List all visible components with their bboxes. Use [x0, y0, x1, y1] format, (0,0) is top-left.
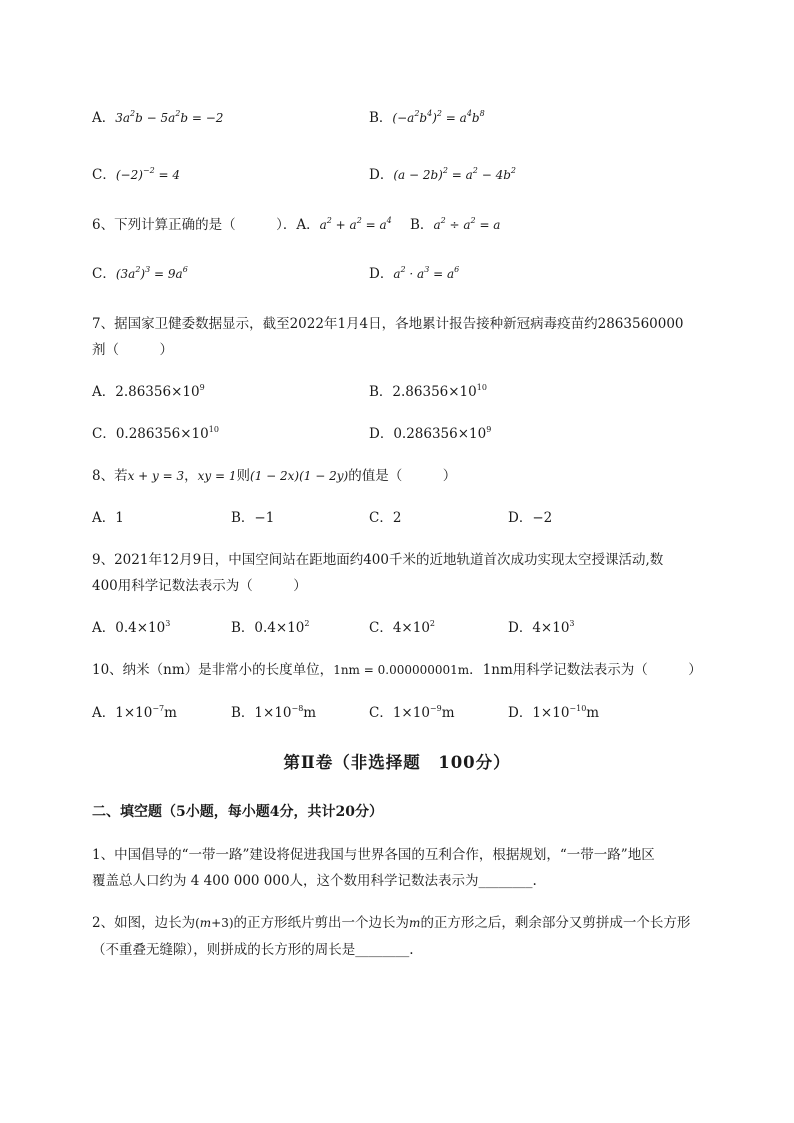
fill2-line2: （不重叠无缝隙），则拼成的长方形的周长是________. [92, 942, 414, 958]
q6-option-d [369, 264, 459, 284]
q10-stem [92, 660, 702, 680]
q10-option-b [231, 703, 316, 723]
math-expression: $3a^2b - 5a^2b = -2$ [115, 109, 224, 125]
option-label: B． [410, 217, 434, 233]
option-text: A．2.86356×10 [92, 384, 200, 400]
q9-option-c [369, 618, 435, 638]
q7-stem-line1: 7、据国家卫健委数据显示，截至2022年1月4日，各地累计报告接种新冠病毒疫苗约2863560000 [92, 316, 684, 332]
exponent: −7 [152, 704, 165, 713]
q8-stem [92, 466, 456, 486]
option-text: D．4×10 [508, 620, 570, 636]
q6-stem [92, 215, 500, 235]
math-expression: $a^2 \cdot a^3 = a^6$ [393, 265, 460, 281]
exponent: 2 [429, 619, 436, 628]
math-expression: $a^2 + a^2 = a^4$ [319, 216, 392, 232]
exponent: −9 [429, 704, 442, 713]
exponent: −8 [291, 704, 304, 713]
exponent: 2 [304, 619, 310, 628]
exponent: 3 [165, 619, 171, 628]
unit: m [303, 705, 317, 721]
q7-option-d [369, 424, 491, 444]
q8-option-a: A．1 [92, 510, 124, 526]
math-expression: $(-a^2b^4)^2 = a^4b^8$ [392, 109, 485, 125]
q9-option-d [508, 618, 575, 638]
q7-option-c [92, 426, 219, 442]
fill1-line2: 覆盖总人口约为 4 400 000 000人，这个数用科学记数法表示为________. [92, 873, 537, 889]
math-expression: (m+3) [195, 916, 234, 930]
q7-option-a [92, 384, 205, 400]
q8-option-b: B．−1 [231, 510, 275, 526]
q5-option-a [92, 108, 485, 128]
q5-option-d [369, 165, 516, 185]
option-text: C．1×10 [369, 705, 430, 721]
option-label: B． [369, 110, 393, 126]
option-text: B．0.4×10 [231, 620, 305, 636]
math-expression: x + y = 3 [127, 469, 185, 483]
question-text: 8、若 [92, 468, 128, 484]
exponent: 10 [476, 383, 487, 392]
question-text: 的正方形纸片剪出一个边长为 [233, 915, 410, 931]
question-text: 的值是（ ） [348, 468, 457, 484]
q10-option-d [508, 703, 599, 723]
q9-stem-line1: 9、2021年12月9日，中国空间站在距地面约400千米的近地轨道首次成功实现太空授课活动,数 [92, 552, 664, 568]
q9-stem-line2: 400用科学记数法表示为（ ） [92, 578, 307, 594]
math-expression: (1 − 2x)(1 − 2y) [250, 469, 349, 483]
option-text: B．2.86356×10 [369, 384, 477, 400]
exponent: 9 [199, 383, 205, 392]
question-text: ．1nm用科学记数法表示为（ ） [469, 662, 702, 678]
question-text: 的正方形之后，剩余部分又剪拼成一个长方形 [420, 915, 691, 931]
question-text: 则 [236, 468, 251, 484]
fill1-line1: 1、中国倡导的“一带一路”建设将促进我国与世界各国的互利合作，根据规划，“一带一路”地区 [92, 847, 655, 863]
option-text: A．0.4×10 [92, 620, 166, 636]
option-text: C．0.286356×10 [92, 426, 209, 442]
option-label: C． [92, 266, 116, 282]
q8-option-d: D．−2 [508, 510, 553, 526]
question-text: 10、纳米（nm）是非常小的长度单位， [92, 662, 334, 678]
option-text: A．1×10 [92, 705, 153, 721]
math-expression: m [409, 916, 421, 930]
exponent: 10 [208, 425, 219, 434]
unit: m [586, 705, 600, 721]
option-text: C．4×10 [369, 620, 430, 636]
math-expression: xy = 1 [197, 469, 237, 483]
question-text: ， [184, 468, 198, 484]
option-label: D． [369, 266, 394, 282]
q10-option-c [369, 703, 455, 723]
q8-option-c: C．2 [369, 510, 402, 526]
option-label: D． [369, 167, 394, 183]
q6-options [92, 264, 460, 284]
part2-title: 第Ⅱ卷（非选择题 100分） [283, 753, 511, 772]
question-text: 6、下列计算正确的是（ ）．A． [92, 217, 320, 233]
math-expression: $(a - 2b)^2 = a^2 - 4b^2$ [393, 166, 516, 182]
exponent: 9 [486, 425, 492, 434]
option-text: D．1×10 [508, 705, 570, 721]
unit: m [164, 705, 177, 721]
question-text: 2、如图，边长为 [92, 915, 196, 931]
math-expression: $a^2 \div a^2 = a$ [433, 216, 501, 232]
q9-option-b [231, 618, 309, 638]
q7-stem-line2: 剂（ ） [92, 342, 173, 358]
option-label: C． [92, 167, 116, 183]
fill2-line1 [92, 913, 690, 933]
math-expression: 1nm = 0.000000001m [333, 663, 470, 677]
exponent: −10 [569, 704, 587, 713]
q5-option-b [369, 108, 485, 128]
option-label: A． [92, 110, 116, 126]
q5-option-c [92, 165, 516, 185]
unit: m [441, 705, 455, 721]
q7-option-b [369, 382, 487, 402]
exponent: 3 [569, 619, 575, 628]
q9-option-a [92, 618, 170, 638]
math-expression: $(3a^2)^3 = 9a^6$ [115, 265, 188, 281]
section-heading: 二、填空题（5小题，每小题4分，共计20分） [92, 804, 383, 820]
option-text: B．1×10 [231, 705, 292, 721]
math-expression: $(-2)^{-2} = 4$ [115, 166, 181, 182]
option-text: D．0.286356×10 [369, 426, 487, 442]
q10-option-a [92, 703, 177, 723]
